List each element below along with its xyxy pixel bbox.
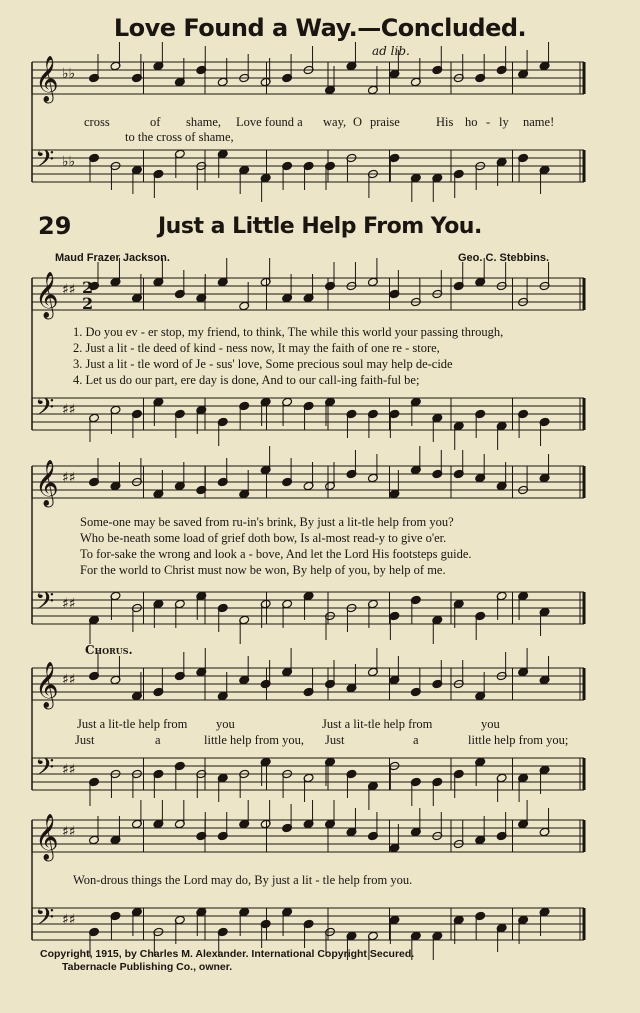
lyric-word: of: [150, 115, 161, 129]
sharp-key-signature: ♯♯: [62, 402, 76, 418]
chorus-lyric-lower: little help from you,: [204, 733, 304, 747]
chorus-lyric-lower: a: [155, 733, 161, 747]
chorus-lyric-lower: Just: [325, 733, 345, 747]
lyric-word: Love found a: [236, 115, 303, 129]
lyric-word: ly: [499, 115, 509, 129]
lyric-word: -: [486, 115, 491, 129]
concluded-title: Love Found a Way.—Concluded.: [113, 14, 527, 42]
treble-clef: 𝄞: [35, 662, 59, 708]
chorus-lyric: Won-drous things the Lord may do, By just a lit - tle help from you.: [73, 873, 413, 887]
chorus-lyric: Just a lit-tle help from: [322, 717, 433, 731]
chorus-lyric-lower: a: [413, 733, 419, 747]
sharp-key-signature: ♯♯: [62, 762, 76, 778]
lyric-word: O: [353, 115, 363, 129]
flat-key-signature: ♭♭: [62, 154, 76, 170]
tempo-marking: ad lib.: [372, 44, 410, 58]
lyric-word: name!: [523, 115, 555, 129]
verse-line: 4. Let us do our part, ere day is done, And to our call-ing faith-ful be;: [73, 373, 420, 387]
bass-clef: 𝄢: [35, 393, 55, 428]
chorus-label: Chorus.: [85, 643, 133, 657]
composer-credit: Geo. C. Stebbins.: [458, 252, 550, 264]
bass-clef: 𝄢: [35, 753, 55, 788]
chorus-lyric: Just a lit-tle help from: [77, 717, 188, 731]
publisher-owner: Tabernacle Publishing Co., owner.: [62, 961, 233, 973]
flat-key-signature: ♭♭: [62, 66, 76, 82]
sharp-key-signature: ♯♯: [62, 282, 76, 298]
verse-line: Some-one may be saved from ru-in's brink, By just a lit-tle help from you?: [80, 515, 454, 529]
lyricist-credit: Maud Frazer Jackson.: [55, 252, 170, 264]
time-signature: 2: [82, 278, 94, 297]
verse-line: For the world to Christ must now be won, By help of you, by help of me.: [80, 563, 446, 577]
verse-line: 2. Just a lit - tle deed of kind - ness now, It may the faith of one re - store,: [73, 341, 440, 355]
treble-clef: 𝄞: [35, 56, 59, 102]
sharp-key-signature: ♯♯: [62, 596, 76, 612]
lyric-word: cross: [84, 115, 110, 129]
treble-clef: 𝄞: [35, 272, 59, 318]
bass-clef: 𝄢: [35, 903, 55, 938]
treble-clef: 𝄞: [35, 814, 59, 860]
verse-line: To for-sake the wrong and look a - bove, And let the Lord His footsteps guide.: [80, 547, 472, 561]
copyright-notice: Copyright, 1915, by Charles M. Alexander. International Copyright Secured.: [40, 948, 415, 960]
chorus-lyric: you: [216, 717, 235, 731]
time-signature: 2: [82, 294, 94, 313]
verse-line: Who be-neath some load of grief doth bow, Is al-most read-y to give o'er.: [80, 531, 447, 545]
chorus-lyric-lower: Just: [75, 733, 95, 747]
hymn-number: 29: [38, 212, 72, 240]
verse-line: 3. Just a lit - tle word of Je - sus' love, Some precious soul may help de-cide: [73, 357, 453, 371]
chorus-lyric-lower: little help from you;: [468, 733, 569, 747]
hymn-title: Just a Little Help From You.: [158, 214, 482, 239]
sharp-key-signature: ♯♯: [62, 824, 76, 840]
treble-clef: 𝄞: [35, 460, 59, 506]
lyric-word: shame,: [186, 115, 222, 129]
verse-line: 1. Do you ev - er stop, my friend, to think, The while this world your passing through,: [73, 325, 504, 339]
sharp-key-signature: ♯♯: [62, 672, 76, 688]
lyric-word: way,: [323, 115, 347, 129]
sharp-key-signature: ♯♯: [62, 470, 76, 486]
lyric-word: ho: [465, 115, 478, 129]
bass-clef: 𝄢: [35, 587, 55, 622]
lyric-word: praise: [370, 115, 400, 129]
chorus-lyric: you: [481, 717, 500, 731]
sharp-key-signature: ♯♯: [62, 912, 76, 928]
lyric-word: His: [436, 115, 454, 129]
bass-clef: 𝄢: [35, 145, 55, 180]
lyric-word-lower: to the cross of shame,: [125, 130, 234, 144]
